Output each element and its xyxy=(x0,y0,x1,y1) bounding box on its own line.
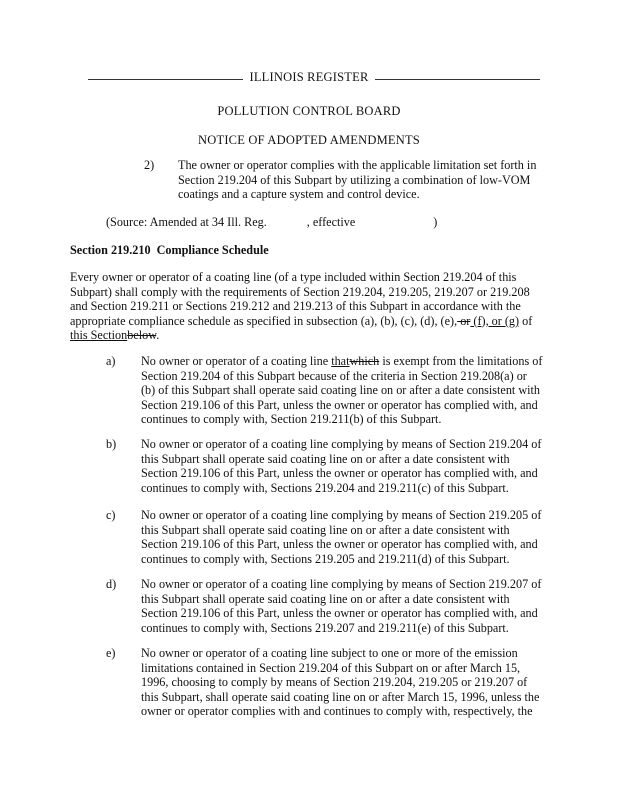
text-line: owner or operator complies with and continues to comply with, respectively, the xyxy=(141,704,533,719)
text-line: coatings and a capture system and control device. xyxy=(178,187,420,202)
source-note: (Source: Amended at 34 Ill. Reg. , effective ) xyxy=(106,215,438,229)
text-line: The owner or operator complies with the applicable limitation set forth in xyxy=(178,158,537,172)
text-line: Section 219.106 of this Part, unless the owner or operator has complied with, and xyxy=(141,397,538,412)
text-line: Section 219.106 of this Part, unless the owner or operator has complied with, and xyxy=(141,466,538,481)
deleted-text: which xyxy=(349,354,380,368)
text-line: this Sectionbelow. xyxy=(70,328,160,343)
text-line: Section 219.204 of this Subpart because of the criteria in Section 219.208(a) or xyxy=(141,368,527,383)
text-line: this Subpart shall operate said coating line on or after a date consistent with xyxy=(141,591,510,606)
subsection-c-number: c) xyxy=(106,508,116,522)
text-line: No owner or operator of a coating line subject to one or more of the emission xyxy=(141,646,518,660)
text-line: Subpart) shall comply with the requirements of Section 219.204, 219.205, 219.207 or 219.208 xyxy=(70,284,530,299)
inserted-text: that xyxy=(331,354,350,368)
text-line: continues to comply with, Section 219.211(b) of this Subpart. xyxy=(141,412,442,427)
subsection-d-text xyxy=(141,577,541,635)
subsection-c-text xyxy=(141,508,541,566)
subsection-d-number: d) xyxy=(106,577,117,591)
text-line: and Section 219.211 or Sections 219.212 and 219.213 of this Subpart in accordance with the xyxy=(70,299,521,314)
register-header: ILLINOIS REGISTER xyxy=(0,70,618,85)
board-header: POLLUTION CONTROL BOARD xyxy=(217,104,401,118)
subsection-a-number: a) xyxy=(106,354,116,368)
text-line: Section 219.106 of this Part, unless the owner or operator has complied with, and xyxy=(141,537,538,552)
intro-paragraph xyxy=(70,270,532,343)
text-line: No owner or operator of a coating line complying by means of Section 219.207 of xyxy=(141,577,542,591)
subsection-e-text xyxy=(141,646,541,719)
text-line: this Subpart shall operate said coating line on or after a date consistent with xyxy=(141,522,510,537)
text-line: continues to comply with, Sections 219.205 and 219.211(d) of this Subpart. xyxy=(141,551,510,566)
deleted-text: below xyxy=(127,328,157,343)
section-heading: Section 219.210 Compliance Schedule xyxy=(70,243,269,257)
text-line: limitations contained in Section 219.204 of this Subpart on or after March 15, xyxy=(141,660,521,675)
deleted-text: or xyxy=(457,313,471,328)
item-2-text xyxy=(178,158,536,202)
text-line: 1996, choosing to comply by means of Section 219.204, 219.205 or 219.207 of xyxy=(141,675,528,690)
subsection-b-number: b) xyxy=(106,437,117,451)
text-line: Every owner or operator of a coating line (of a type included within Section 219.204 of this xyxy=(70,270,517,284)
inserted-text: (f), or (g) xyxy=(470,313,520,328)
text-line: this Subpart, shall operate said coating line on or after March 15, 1996, unless the xyxy=(141,689,540,704)
notice-header: NOTICE OF ADOPTED AMENDMENTS xyxy=(198,133,420,147)
text-line: continues to comply with, Sections 219.207 and 219.211(e) of this Subpart. xyxy=(141,620,509,635)
inserted-text: this Section xyxy=(70,328,128,343)
text-line: (b) of this Subpart shall operate said coating line on or after a date consistent with xyxy=(141,383,541,398)
text-line: Section 219.204 of this Subpart by utilizing a combination of low-VOM xyxy=(178,172,531,187)
text-line: No owner or operator of a coating line complying by means of Section 219.205 of xyxy=(141,508,542,522)
subsection-a-text xyxy=(141,354,541,427)
text-line: continues to comply with, Sections 219.204 and 219.211(c) of this Subpart. xyxy=(141,480,509,495)
item-2-number: 2) xyxy=(144,158,155,172)
text-line: this Subpart shall operate said coating line on or after a date consistent with xyxy=(141,451,510,466)
subsection-e-number: e) xyxy=(106,646,116,660)
text-line: No owner or operator of a coating line thatwhich is exempt from the limitations of xyxy=(141,354,543,368)
text-line: No owner or operator of a coating line complying by means of Section 219.204 of xyxy=(141,437,542,451)
subsection-b-text xyxy=(141,437,541,495)
text-line: appropriate compliance schedule as specified in subsection (a), (b), (c), (d), (e), or (f), or (g) of xyxy=(70,313,533,328)
text-line: Section 219.106 of this Part, unless the owner or operator has complied with, and xyxy=(141,606,538,621)
